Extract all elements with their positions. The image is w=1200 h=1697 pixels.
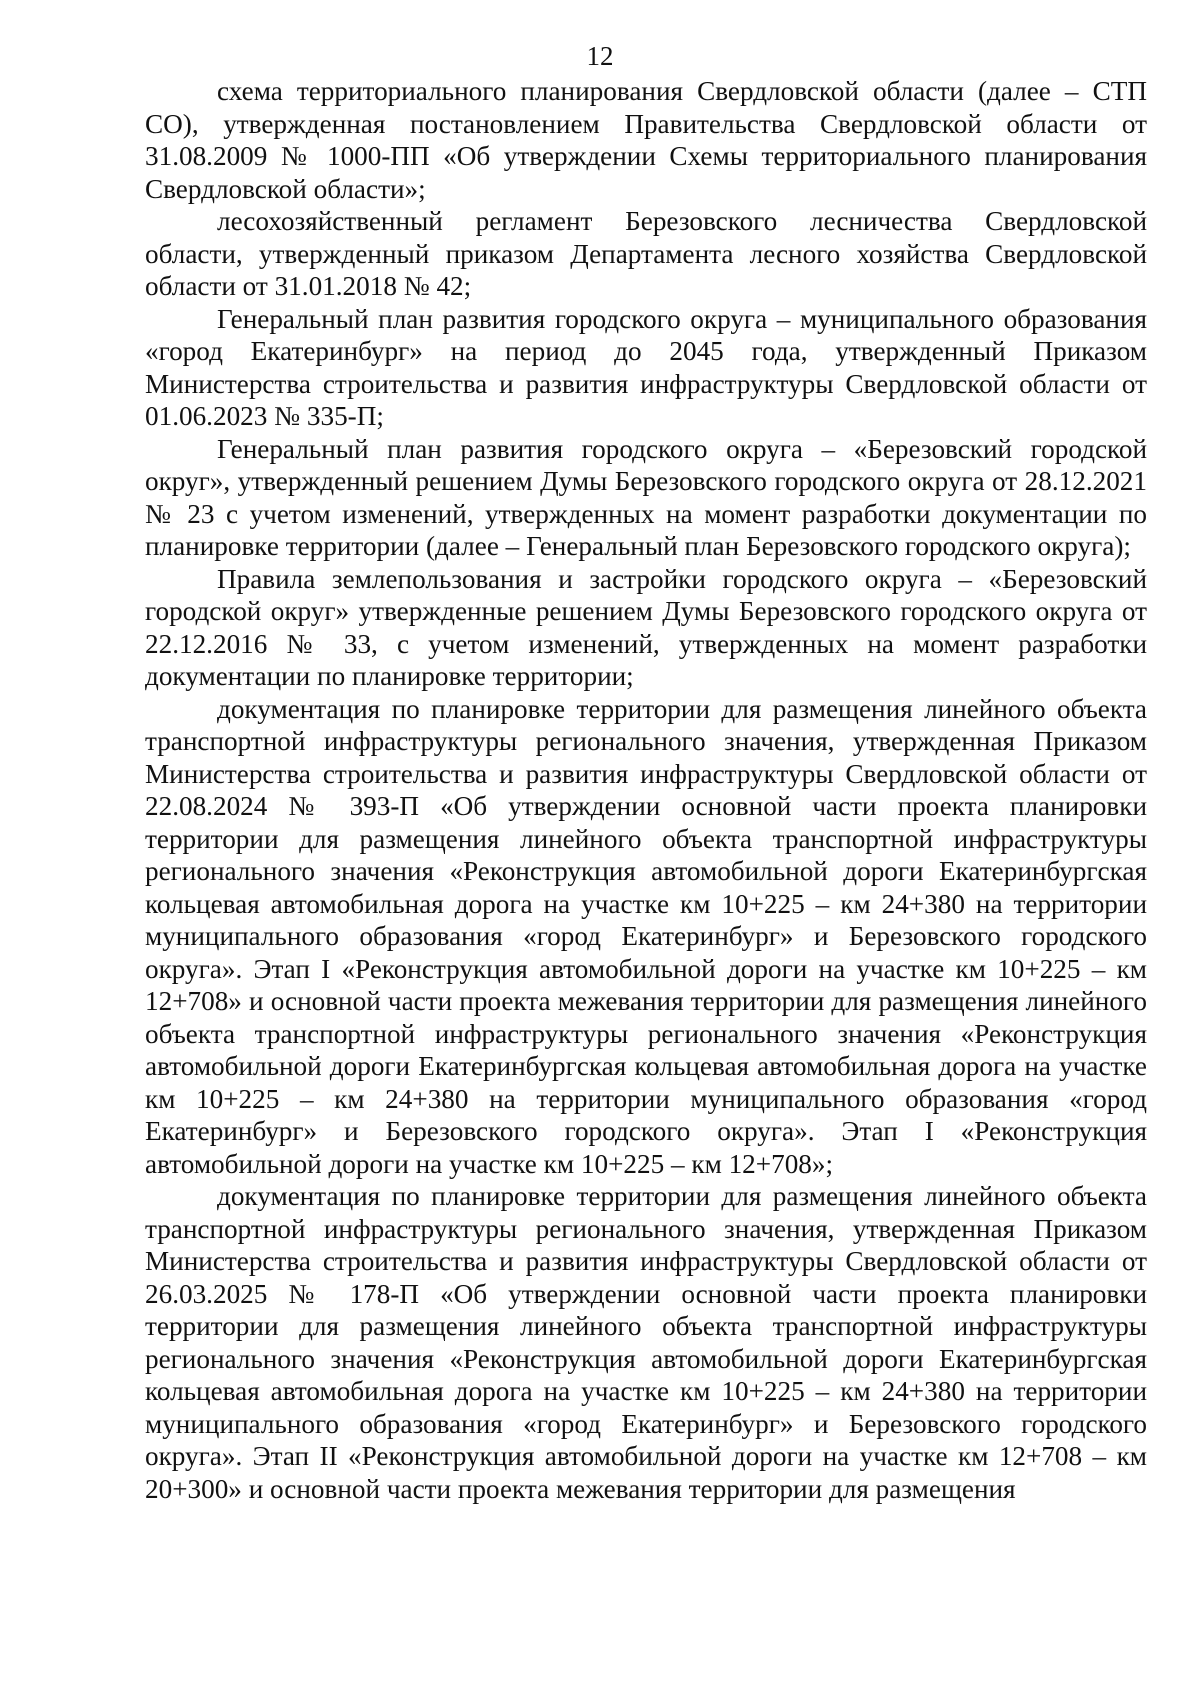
page-number: 12: [586, 41, 614, 71]
paragraph-genplan-berezovsky: Генеральный план развития городского округа – «Березовский городской округ», утвержденный решением Думы Березовского городского округа от 28.12.2021 № 23 с учетом изменений, утвержденных на момент разработки документации по планировке территории (далее – Генеральный план Березовского городского округа);: [145, 433, 1147, 561]
paragraph-planning-docs-stage-1: документация по планировке территории для размещения линейного объекта транспортной инфраструктуры регионального значения, утвержденная Приказом Министерства строительства и развития инфраструктуры Свердловской области от 22.08.2024 № 393-П «Об утверждении основной части проекта планировки территории для размещения линейного объекта транспортной инфраструктуры регионального значения «Реконструкция автомобильной дороги Екатеринбургская кольцевая автомобильная дорога на участке км 10+225 – км 24+380 на территории муниципального образования «город Екатеринбург» и Березовского городского округа». Этап I «Реконструкция автомобильной дороги на участке км 10+225 – км 12+708» и основной части проекта межевания территории для размещения линейного объекта транспортной инфраструктуры регионального значения «Реконструкция автомобильной дороги Екатеринбургская кольцевая автомобильная дорога на участке км 10+225 – км 24+380 на территории муниципального образования «город Екатеринбург» и Березовского городского округа». Этап I «Реконструкция автомобильной дороги на участке км 10+225 – км 12+708»;: [145, 693, 1147, 1179]
paragraph-land-use-rules: Правила землепользования и застройки городского округа – «Березовский городской округ» утвержденные решением Думы Березовского городского округа от 22.12.2016 № 33, с учетом изменений, утвержденных на момент разработки документации по планировке территории;: [145, 563, 1147, 691]
paragraph-genplan-ekaterinburg: Генеральный план развития городского округа – муниципального образования «город Екатеринбург» на период до 2045 года, утвержденный Приказом Министерства строительства и развития инфраструктуры Свердловской области от 01.06.2023 № 335-П;: [145, 303, 1147, 431]
paragraph-forestry-regulation: лесохозяйственный регламент Березовского лесничества Свердловской области, утвержденный приказом Департамента лесного хозяйства Свердловской области от 31.01.2018 № 42;: [145, 206, 1147, 301]
paragraph-tp-sverdlovsk: схема территориального планирования Свердловской области (далее – СТП СО), утвержденная постановлением Правительства Свердловской области от 31.08.2009 № 1000-ПП «Об утверждении Схемы территориального планирования Свердловской области»;: [145, 76, 1147, 204]
document-body: [145, 75, 1147, 1505]
paragraph-planning-docs-stage-2: документация по планировке территории для размещения линейного объекта транспортной инфраструктуры регионального значения, утвержденная Приказом Министерства строительства и развития инфраструктуры Свердловской области от 26.03.2025 № 178-П «Об утверждении основной части проекта планировки территории для размещения линейного объекта транспортной инфраструктуры регионального значения «Реконструкция автомобильной дороги Екатеринбургская кольцевая автомобильная дорога на участке км 10+225 – км 24+380 на территории муниципального образования «город Екатеринбург» и Березовского городского округа». Этап II «Реконструкция автомобильной дороги на участке км 12+708 – км 20+300» и основной части проекта межевания территории для размещения: [145, 1181, 1147, 1504]
